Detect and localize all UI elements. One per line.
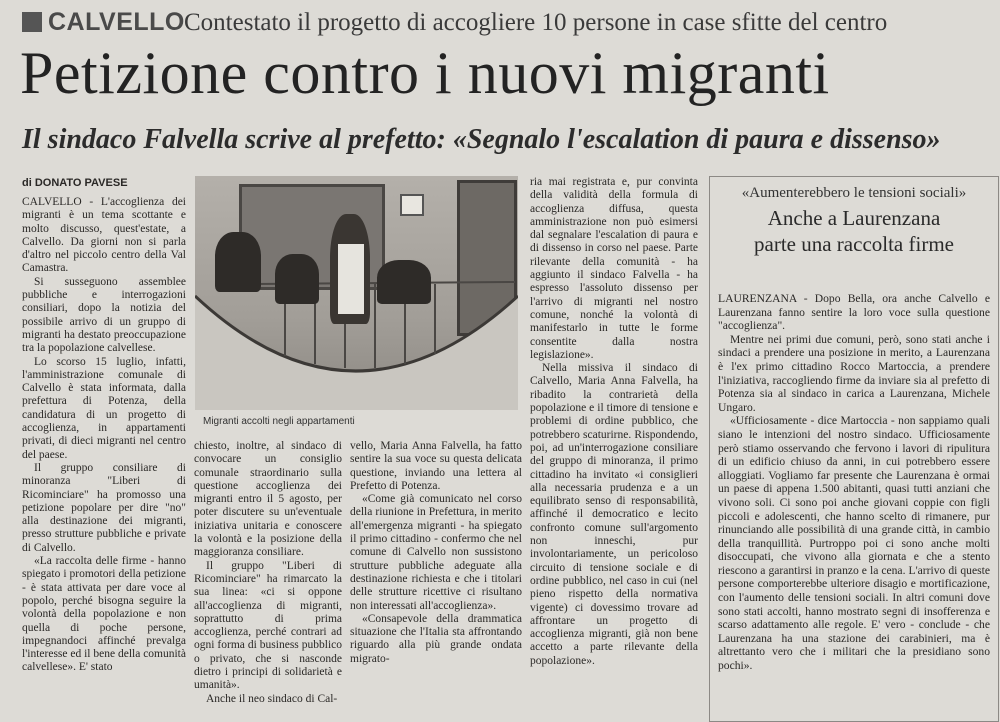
subheadline: Il sindaco Falvella scrive al prefetto: «Segnalo l'escalation di paura e dissenso»: [22, 124, 941, 155]
photo-lamp: [400, 194, 424, 216]
paragraph: Nella missiva il sindaco di Calvello, Maria Anna Falvella, ha ribadito la contrarietà della popolazione e il timore di tensione e problemi di ordine pubblico, che potrebbero scaturirne. Rispondendo, poi, ad un'interrogazione consiliare del gruppo di minoranza, il primo cittadino ha invitato «i consiglieri alla necessaria prudenza e a un equilibrato senso di responsabilità, affinché il democratico e lecito confronto comune sull'argomento non inneschi, pur involontariamente, un pericoloso circuito di tensione sociale e di ordine pubblico, nel caso in cui (nel pieno rispetto della normativa vigente) ci dovessimo trovare ad affrontare un progetto di accoglienza migranti, già non bene accetto a parte rilevante della popolazione».: [530, 362, 698, 667]
photo-person: [275, 254, 319, 304]
paragraph: Si susseguono assemblee pubbliche e interrogazioni consiliari, dopo la notizia del possibile arrivo di un gruppo di migranti ha destato preoccupazione tra la popolazione calvellese.: [22, 275, 186, 355]
paragraph: Il gruppo "Liberi di Ricominciare" ha rimarcato la sua linea: «ci si oppone all'accoglienza di migranti, soprattutto di prima accoglienza, perché contrari ad ogni forma di business pubblico o privato, che si nasconde dietro i principi di solidarietà e umanità».: [194, 559, 342, 692]
paragraph: «La raccolta delle firme - hanno spiegato i promotori della petizione - è stata attivata per dare voce al popolo, perché bisogna seguire la volontà della popolazione e non quella di poche persone, impegnandoci affinché prevalga l'interesse ed il bene della comunità calvellese». E' stato: [22, 555, 186, 674]
paragraph: chiesto, inoltre, al sindaco di convocare un consiglio comunale straordinario sulla questione accoglienza dei migranti entro il 5 agosto, per poter discutere su un'eventuale iniziativa unitaria e conoscere la volontà e la posizione della maggioranza consiliare.: [194, 440, 342, 559]
paragraph: Il gruppo consiliare di minoranza "Liberi di Ricominciare" ha promosso una petizione popolare per dire "no" alla destinazione dei migranti, presso strutture pubbliche e private di Calvello.: [22, 461, 186, 554]
byline: di DONATO PAVESE: [22, 177, 128, 189]
article-column-2: [194, 440, 342, 718]
headline: Petizione contro i nuovi migranti: [20, 40, 830, 106]
photo-person: [215, 232, 261, 292]
article-column-1: [22, 196, 186, 718]
sidebar-quote: «Aumenterebbero le tensioni sociali»: [741, 185, 967, 201]
paragraph: vello, Maria Anna Falvella, ha fatto sentire la sua voce su questa delicata questione, inviando una lettera al Prefetto di Potenza.: [350, 440, 522, 492]
paragraph: «Ufficiosamente - dice Martoccia - non sappiamo quali siano le intenzioni del nostro sindaco. Ufficiosamente però stiamo osservando che fervono i lavori di ripulitura di un edificio chiuso da anni, in cui potrebbero essere alloggiati. Vogliamo far presente che Laurenzana è ormai un paese di appena 1.500 abitanti, quasi tutti anziani che vivono soli. Ci sono poi anche giovani coppie con figli piccoli e adolescenti, che hanno scelto di rimanere, pur rinunciando alle possibilità di una grande città, in cambio della tranquillità. Purtroppo poi ci sono anche molti disoccupati, che vivono alla giornata e che a stento riescono a garantirsi in pranzo e la cena. L'arrivo di queste persone comporterebbe ulteriore disagio e mortificazione, con l'aumento delle tensioni sociali. In altri comuni dove sono stati accolti, hanno mostrato segni di insofferenza e scarso adattamento alle regole. E' vero - conclude - che Laurenzana ha una stazione dei carabinieri, ma è altrettanto vero che i militari che la presidiano sono pochi».: [718, 414, 990, 673]
section-tag: CALVELLO: [48, 8, 185, 36]
section-marker-icon: [22, 12, 42, 32]
photo-caption: Migranti accolti negli appartamenti: [203, 416, 355, 427]
sidebar-title: [716, 205, 992, 257]
paragraph: LAURENZANA - Dopo Bella, ora anche Calvello e Laurenzana fanno sentire la loro voce sulla questione "accoglienza".: [718, 292, 990, 333]
sidebar-text: [718, 292, 990, 718]
paragraph: «Consapevole della drammatica situazione che l'Italia sta affrontando riguardo alla più grande ondata migrato-: [350, 612, 522, 665]
sidebar-title-line: parte una raccolta firme: [754, 232, 954, 256]
article-column-3: [350, 440, 522, 718]
article-column-4: [530, 176, 698, 718]
paragraph: Lo scorso 15 luglio, infatti, l'amministrazione comunale di Calvello è stata informata, dalla prefettura di Potenza, della candidatura di un progetto di accoglienza, in appartamenti privati, di dieci migranti nel centro del paese.: [22, 355, 186, 461]
paragraph: Mentre nei primi due comuni, però, sono stati anche i sindaci a prendere una posizione in merito, a Laurenzana è l'ex primo cittadino Rocco Martoccia, a prendere l'iniziativa, raccogliendo firme da inviare sia al prefetto di Potenza sia al sindaco in carica a Laurenzana, Michele Ungaro.: [718, 332, 990, 414]
sidebar-title-line: Anche a Laurenzana: [767, 206, 941, 230]
photo-shirt: [338, 244, 364, 314]
paragraph: Anche il neo sindaco di Cal-: [206, 692, 338, 705]
paragraph: ria mai registrata e, pur convinta della validità della formula di accoglienza diffusa, questa amministrazione non può esimersi dal segnalare l'escalation di paura e di dissenso in corso nel paese. Parte rilevante della comunità - ha aggiunto il sindaco Falvella - ha espresso l'assoluto dissenso per l'arrivo di migranti nel nostro comune, nonché la volontà di manifestarlo in tutte le forme consentite dalla nostra legislazione».: [530, 176, 698, 361]
header-row: [22, 6, 992, 42]
paragraph: CALVELLO - L'accoglienza dei migranti è un tema scottante e molto discusso, quest'estate, a Calvello. Da giorni non si parla d'altro nel piccolo centro della Val Camastra.: [22, 196, 186, 275]
kicker: Contestato il progetto di accogliere 10 persone in case sfitte del centro: [184, 9, 888, 36]
photo-person: [377, 260, 431, 304]
paragraph: «Come già comunicato nel corso della riunione in Prefettura, in merito all'emergenza migranti - ha spiegato il primo cittadino - confermo che nel comune di Calvello non sussistono strutture pubbliche adeguate alla destinazione richiesta e che i titolari delle strutture ricettive ci risultano non interessati all'accoglienza».: [350, 493, 522, 612]
article-photo: [195, 176, 518, 410]
